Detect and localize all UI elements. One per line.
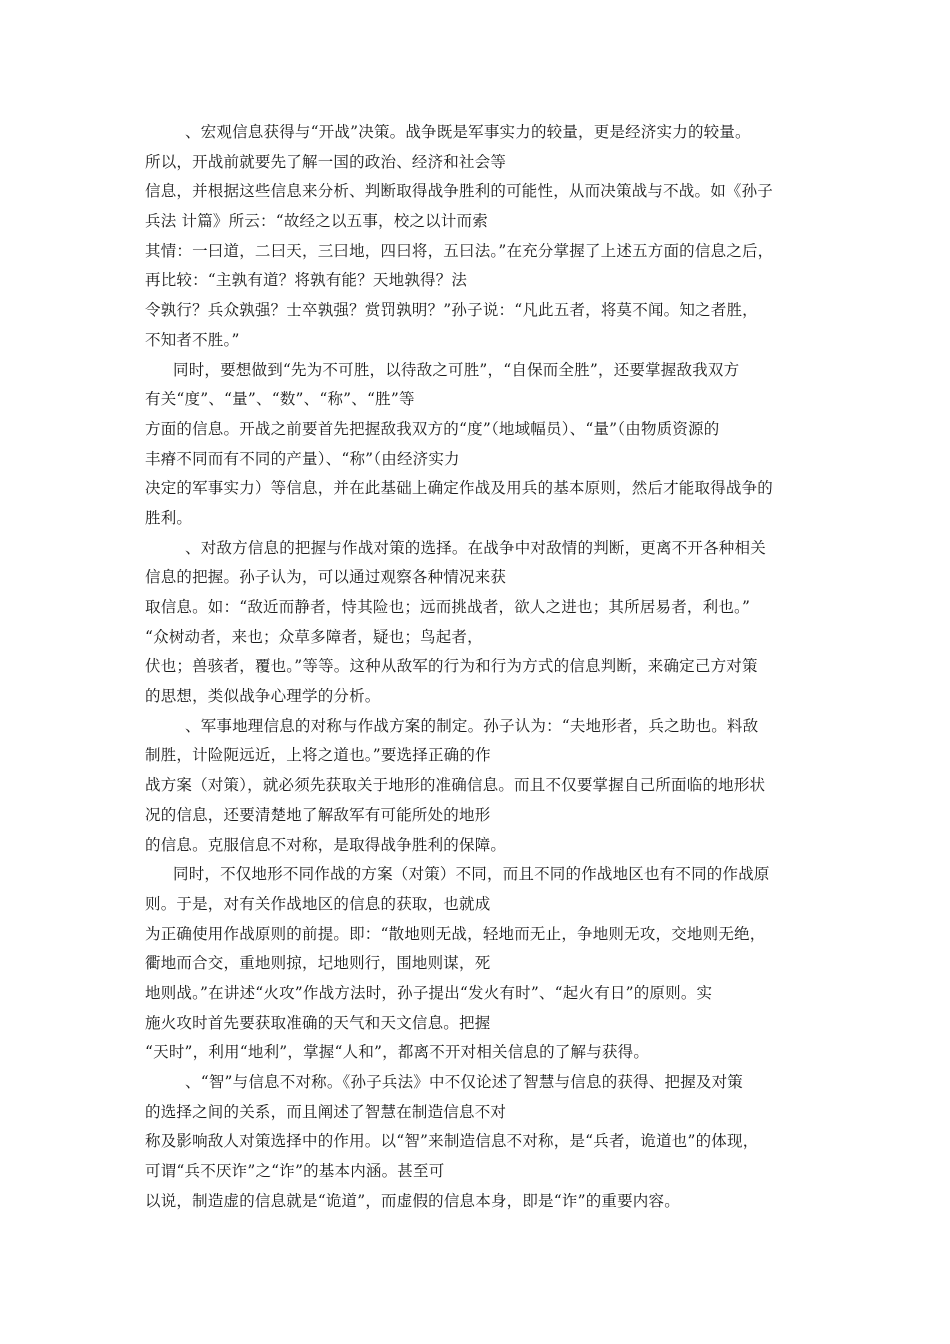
text-line: 、宏观信息获得与“开战”决策。战争既是军事实力的较量，更是经济实力的较量。 <box>185 123 751 141</box>
text-line: 决定的军事实力）等信息，并在此基础上确定作战及用兵的基本原则，然后才能取得战争的 <box>145 479 774 498</box>
text-line: 制胜，计险阨远近，上将之道也。”要选择正确的作 <box>145 746 491 765</box>
text-line: “众树动者，来也；众草多障者，疑也；鸟起者， <box>145 627 483 646</box>
text-line: 的信息。克服信息不对称，是取得战争胜利的保障。 <box>145 835 507 854</box>
text-line: 兵法 计篇》所云：“故经之以五事，校之以计而索 <box>145 212 488 231</box>
text-line: 同时，不仅地形不同作战的方案（对策）不同，而且不同的作战地区也有不同的作战原 <box>173 865 770 884</box>
text-line: 信息的把握。孙子认为，可以通过观察各种情况来获 <box>145 568 507 587</box>
text-line: 不知者不胜。” <box>145 330 240 349</box>
text-line: 所以，开战前就要先了解一国的政治、经济和社会等 <box>145 152 507 171</box>
document-body <box>145 118 809 1216</box>
text-line: 的思想，类似战争心理学的分析。 <box>145 687 381 706</box>
text-line: 伏也；兽骇者，覆也。”等等。这种从敌军的行为和行为方式的信息判断，来确定己方对策 <box>145 657 758 676</box>
text-line: 地则战。”在讲述“火攻”作战方法时，孙子提出“发火有时”、“起火有日”的原则。实 <box>145 983 713 1002</box>
text-line: 战方案（对策），就必须先获取关于地形的准确信息。而且不仅要掌握自己所面临的地形状 <box>145 776 766 795</box>
text-line: 施火攻时首先要获取准确的天气和天文信息。把握 <box>145 1013 491 1032</box>
text-line: 、军事地理信息的对称与作战方案的制定。孙子认为：“夫地形者，兵之助也。料敌 <box>185 716 759 735</box>
text-line: 同时，要想做到“先为不可胜，以待敌之可胜”，“自保而全胜”，还要掌握敌我双方 <box>173 360 740 379</box>
text-line: 的选择之间的关系，而且阐述了智慧在制造信息不对 <box>145 1102 507 1121</box>
text-line: 以说，制造虚的信息就是“诡道”，而虚假的信息本身，即是“诈”的重要内容。 <box>145 1191 680 1210</box>
text-line: 则。于是，对有关作战地区的信息的获取，也就成 <box>145 894 491 913</box>
text-line: 再比较：“主孰有道？将孰有能？天地孰得？法 <box>145 271 468 290</box>
text-line: 、对敌方信息的把握与作战对策的选择。在战争中对敌情的判断，更离不开各种相关 <box>185 538 766 557</box>
text-line: 其情：一曰道，二曰天，三曰地，四曰将，五曰法。”在充分掌握了上述五方面的信息之后， <box>145 241 774 260</box>
text-line: 衢地而合交，重地则掠，圮地则行，围地则谋，死 <box>145 954 491 973</box>
text-line: “天时”，利用“地利”，掌握“人和”，都离不开对相关信息的了解与获得。 <box>145 1043 650 1062</box>
text-line: 方面的信息。开战之前要首先把握敌我双方的“度”（地域幅员）、“量”（由物质资源的 <box>145 419 720 438</box>
text-line: 丰瘠不同而有不同的产量）、“称”（由经济实力 <box>145 449 460 468</box>
text-line: 为正确使用作战原则的前提。即：“散地则无战，轻地而无止，争地则无攻，交地则无绝， <box>145 924 766 943</box>
text-line: 信息，并根据这些信息来分析、判断取得战争胜利的可能性，从而决策战与不战。如《孙子 <box>145 182 774 201</box>
text-line: 况的信息，还要清楚地了解敌军有可能所处的地形 <box>145 805 491 824</box>
text-line: 有关“度”、“量”、“数”、“称”、“胜”等 <box>145 390 415 409</box>
text-line: 、“智”与信息不对称。《孙子兵法》中不仅论述了智慧与信息的获得、把握及对策 <box>185 1073 744 1091</box>
text-line: 可谓“兵不厌诈”之“诈”的基本内涵。甚至可 <box>145 1162 445 1181</box>
text-line: 称及影响敌人对策选择中的作用。以“智”来制造信息不对称，是“兵者，诡道也”的体现， <box>145 1132 759 1151</box>
text-line: 令孰行？兵众孰强？士卒孰强？赏罚孰明？”孙子说：“凡此五者，将莫不闻。知之者胜， <box>145 301 758 320</box>
text-line: 取信息。如：“敌近而静者，恃其险也；远而挑战者，欲人之进也；其所居易者，利也。” <box>145 598 751 616</box>
text-line: 胜利。 <box>145 508 193 527</box>
